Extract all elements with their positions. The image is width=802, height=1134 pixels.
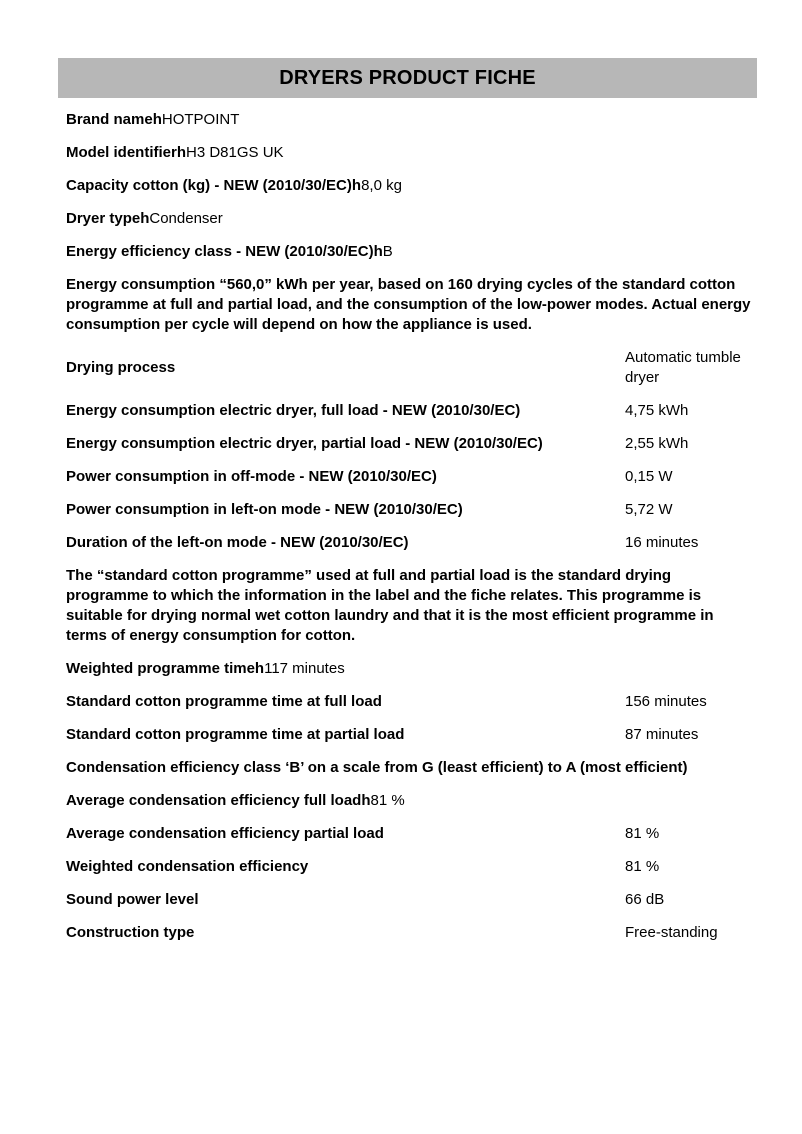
power-left-on-mode-value: 5,72 W xyxy=(625,501,673,518)
energy-full-load-value: 4,75 kWh xyxy=(625,402,689,419)
row-programme-time-partial-load xyxy=(66,725,757,745)
construction-type-label: Construction type xyxy=(66,924,195,941)
power-off-mode-value: 0,15 W xyxy=(625,468,673,485)
energy-efficiency-class-label: Energy efficiency class - NEW (2010/30/EC)h xyxy=(66,243,383,260)
sound-power-level-label: Sound power level xyxy=(66,891,199,908)
fiche-content xyxy=(58,98,757,943)
weighted-programme-time-label: Weighted programme timeh xyxy=(66,660,265,677)
capacity-cotton-label: Capacity cotton (kg) - NEW (2010/30/EC)h xyxy=(66,177,362,194)
condensation-full-load-value: 81 % xyxy=(370,792,405,809)
row-power-left-on-mode xyxy=(66,500,757,520)
weighted-condensation-efficiency-value: 81 % xyxy=(625,858,660,875)
programme-time-partial-load-value: 87 minutes xyxy=(625,726,699,743)
condensation-partial-load-label: Average condensation efficiency partial load xyxy=(66,825,384,842)
dryer-type-label: Dryer typeh xyxy=(66,210,150,227)
energy-full-load-label: Energy consumption electric dryer, full load - NEW (2010/30/EC) xyxy=(66,402,521,419)
energy-partial-load-label: Energy consumption electric dryer, partial load - NEW (2010/30/EC) xyxy=(66,435,543,452)
energy-partial-load-value: 2,55 kWh xyxy=(625,435,689,452)
row-drying-process xyxy=(66,348,757,388)
sound-power-level-value: 66 dB xyxy=(625,891,665,908)
row-model-identifier xyxy=(66,143,757,163)
dryer-type-value: Condenser xyxy=(149,210,223,227)
row-capacity-cotton xyxy=(66,176,757,196)
construction-type-value: Free-standing xyxy=(625,924,718,941)
programme-time-full-load-value: 156 minutes xyxy=(625,693,707,710)
row-programme-time-full-load xyxy=(66,692,757,712)
drying-process-label: Drying process xyxy=(66,359,176,376)
model-identifier-value: H3 D81GS UK xyxy=(186,144,284,161)
row-condensation-partial-load xyxy=(66,824,757,844)
row-brand-name xyxy=(66,110,757,130)
weighted-condensation-efficiency-label: Weighted condensation efficiency xyxy=(66,858,309,875)
standard-cotton-programme-note: The “standard cotton programme” used at full and partial load is the standard drying programme to which the information in the label and the fiche relates. This programme is suitable for drying normal wet cotton laundry and that it is the most efficient programme in terms of energy consumption for cotton. xyxy=(66,567,714,644)
programme-time-full-load-label: Standard cotton programme time at full load xyxy=(66,693,382,710)
power-left-on-mode-label: Power consumption in left-on mode - NEW (2010/30/EC) xyxy=(66,501,463,518)
duration-left-on-mode-value: 16 minutes xyxy=(625,534,699,551)
row-condensation-full-load xyxy=(66,791,757,811)
condensation-full-load-label: Average condensation efficiency full loadh xyxy=(66,792,371,809)
row-weighted-condensation-efficiency xyxy=(66,857,757,877)
row-dryer-type xyxy=(66,209,757,229)
fiche-page xyxy=(58,58,757,943)
model-identifier-label: Model identifierh xyxy=(66,144,186,161)
brand-name-value: HOTPOINT xyxy=(161,111,240,128)
row-energy-full-load xyxy=(66,401,757,421)
capacity-cotton-value: 8,0 kg xyxy=(361,177,402,194)
row-power-off-mode xyxy=(66,467,757,487)
row-weighted-programme-time xyxy=(66,659,757,679)
page-title: DRYERS PRODUCT FICHE xyxy=(279,66,536,89)
row-construction-type xyxy=(66,923,757,943)
energy-efficiency-class-value: B xyxy=(382,243,393,260)
row-sound-power-level xyxy=(66,890,757,910)
condensation-partial-load-value: 81 % xyxy=(625,825,660,842)
condensation-efficiency-class-note: Condensation efficiency class ‘B’ on a scale from G (least efficient) to A (most efficient) xyxy=(66,759,688,776)
power-off-mode-label: Power consumption in off-mode - NEW (2010/30/EC) xyxy=(66,468,437,485)
energy-consumption-note: Energy consumption “560,0” kWh per year, based on 160 drying cycles of the standard cotton programme at full and partial load, and the consumption of the low-power modes. Actual energy consumption per cycle will depend on how the appliance is used. xyxy=(66,276,751,333)
row-duration-left-on-mode xyxy=(66,533,757,553)
row-energy-partial-load xyxy=(66,434,757,454)
page-header xyxy=(58,58,757,98)
drying-process-value: Automatic tumble dryer xyxy=(625,349,741,386)
weighted-programme-time-value: 117 minutes xyxy=(264,660,345,677)
programme-time-partial-load-label: Standard cotton programme time at partial load xyxy=(66,726,405,743)
duration-left-on-mode-label: Duration of the left-on mode - NEW (2010/30/EC) xyxy=(66,534,409,551)
brand-name-label: Brand nameh xyxy=(66,111,162,128)
row-energy-efficiency-class xyxy=(66,242,757,262)
